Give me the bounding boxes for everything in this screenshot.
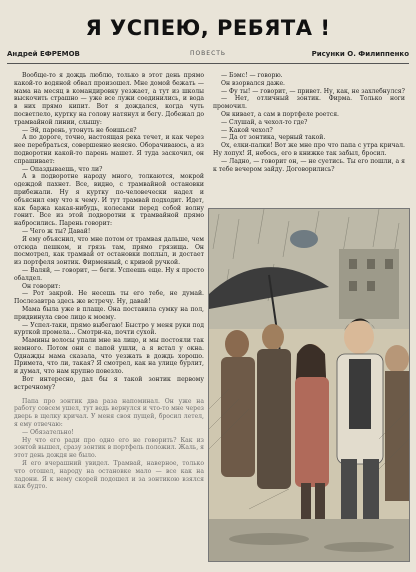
illustration-drawing — [209, 209, 409, 561]
paragraph: — Фу ты! — говорит, — привет. Ну, как, не захлебнулся? — [221, 87, 405, 95]
left-text-column — [14, 72, 204, 562]
story-title: Я УСПЕЮ, РЕБЯТА ! — [85, 16, 331, 40]
paragraph: — Эй, парень, утонуть не боишься? — [22, 126, 137, 134]
author-name: Андрей ЕФРЕМОВ — [7, 50, 80, 58]
paragraph: — Бэмс! — говорю. — [221, 72, 283, 79]
paragraph: А по дороге, точно, настоящая река течет, и как через нее перебраться, совершенно неясно. Оборачиваюсь, а из подворотни какой-то парень машет. Я туда заскочил, он спрашивает: — [14, 134, 204, 165]
paragraph: — Да от зонтика, черный такой. — [221, 134, 326, 142]
paragraph: Ох, елки-палки! Вот же мне про что папа с утра кричал. Ну лопух! Я, небось, его в книжке так забыл, бросил. — [213, 142, 405, 157]
illustrator-credit: Рисунки О. Филиппенко — [311, 50, 409, 58]
paragraph: — Чего ж ты? Давай! — [22, 227, 91, 235]
paragraph: — Успел-таки, прямо выбегаю! Быстро у меня руки под курткой промела... Смотри-ка, почти сухой. — [14, 321, 204, 337]
genre-label: ПОВЕСТЬ — [189, 50, 227, 57]
paragraph: — Рот закрой. Не несешь ты его тебе, не думай. Послезавтра здесь же встречу. Ну, давай! — [14, 290, 204, 306]
paragraph: Он говорит: — [22, 282, 61, 290]
paragraph: Я его вчерашний увидел. Трамвай, наверное, только что отошел, народу на остановке мало — все как на ладони. Я к нему скорей подошел и за зонтикою взялся как будто. — [14, 460, 204, 491]
byline — [7, 50, 409, 62]
right-text-column — [213, 72, 405, 207]
header-rule — [7, 63, 409, 64]
paragraph: Ну что его ради про одно его не говорить? Как из зонтой вышел, сразу зонтик в портфель положил. Жаль, я этот день дождя не было. — [14, 436, 204, 460]
paragraph: Мамины волосы упали мне на лицо, и мы постояли так немного. Потом они с папой ушли, а я встал у окна. Однажды мама сказала, что уезжать в дождь хорошо. Примета, что ли, такая? Я смотрел, как на улице бурлит, и думал, что нам крупно повезло. — [14, 337, 204, 376]
paragraph: Я ему объяснил, что мне потом от трамвая дальше, чем отсюда пешком, и грязь там, прямо грязища. Он посмотрел, как трамвай от остановки поплыл, и достает из портфеля зонтик. Фирменный, с кривой ручкой. — [14, 235, 204, 267]
paragraph: — Опаздываешь, что ли? — [22, 165, 103, 173]
paragraph: Папа про зонтик два раза напоминал. Он уже на работу совсем ушел, тут ведь вернулся и что-то мне через дверь в щелку кричал. У меня своя пущей, бросил летел, я ему отвечаю: — [14, 397, 204, 429]
paragraph: — Какой чехол? — [221, 126, 273, 134]
paragraph: — Валяй, — говорит, — беги. Успеешь еще. Ну я просто обалдел. — [14, 266, 204, 282]
paragraph: — Слушай, а чехол-то где? — [221, 118, 308, 126]
paragraph: Он кивает, а сам в портфеле роется. — [221, 110, 339, 118]
paragraph: Мама была уже в плаще. Она поставила сумку на пол, придвинула свое лицо к моему. — [14, 305, 204, 321]
paragraph: — Обязательно! — [22, 428, 74, 436]
paragraph: Вот интересно, дал бы я такой зонтик первому встречному? — [14, 376, 204, 391]
paragraph: А в подворотне народу много, толкаются, мокрой одеждой пахнет. Все, видно, с трамвайной остановки прибежали. Ну я куртку по-человечески надел и объяснил ему что к чему. И тут трамвай подходит. Идет, как баржа какая-нибудь, колесами перед собой волну гонит. Все из этой подворотни к трамвайной прямо набросились. Парень говорит: — [14, 173, 204, 228]
paragraph: — Нет, отличный зонтик. Фирма. Только ноги промочил. — [213, 95, 405, 111]
paragraph: Он взорвался даже. — [221, 79, 285, 87]
umbrella-figures-illustration — [208, 208, 410, 562]
paragraph: Вообще-то я дождь люблю, только в этот день прямо какой-то водяной обвал произошел. Мне домой бежать — мама на месяц в командировку уезжает, а тут из школы выскочить страшно — уже все лужи соединились, и вода в них прямо кипит. Вот я дождался, когда чуть посветлело, куртку на голову натянул и бегу. Добежал до трамвайной линии, слышу: — [14, 72, 204, 126]
paragraph: — Ладно, — говорит он, — не суетись. Ты его пошли, а я к тебе вечером зайду. Договорились? — [213, 157, 405, 173]
